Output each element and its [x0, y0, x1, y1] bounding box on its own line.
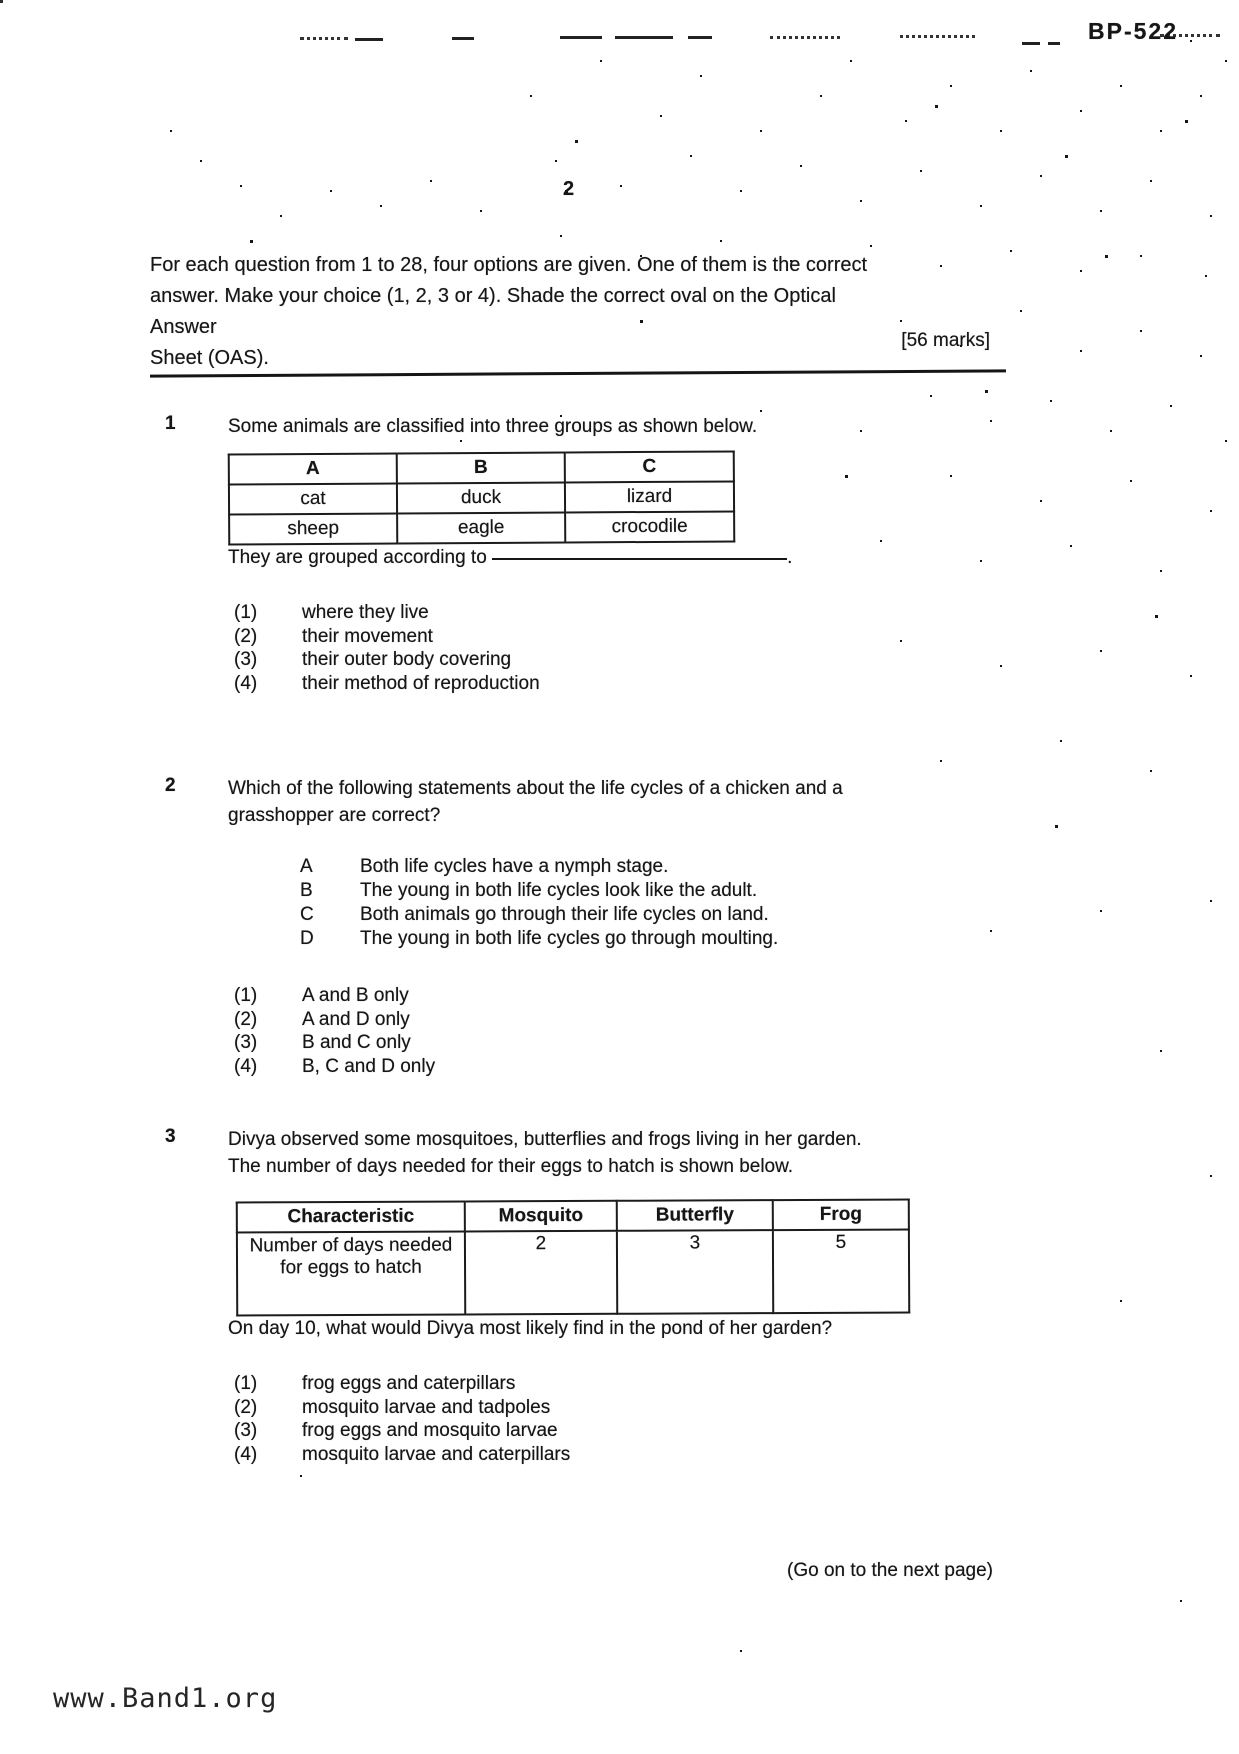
scan-noise-dots-large	[0, 0, 3, 3]
option-text: B and C only	[302, 1032, 411, 1053]
question-text-line: Divya observed some mosquitoes, butterflies and frogs living in her garden.	[228, 1129, 862, 1150]
scan-dash-artifact	[355, 38, 383, 41]
options-list	[228, 984, 995, 1078]
question-1	[165, 413, 995, 695]
question-2	[165, 775, 995, 1078]
statement-label: D	[300, 928, 314, 949]
scan-dash-artifact	[300, 37, 348, 40]
table-row-label: Number of days needed for eggs to hatch	[237, 1231, 465, 1315]
option-text: their movement	[302, 625, 433, 647]
statements-list	[300, 855, 995, 951]
statement-text: The young in both life cycles go through moulting.	[360, 928, 779, 949]
statement-text: Both animals go through their life cycles on land.	[360, 904, 769, 925]
table-cell: 5	[773, 1230, 909, 1314]
statement-row	[300, 927, 995, 951]
option-row	[228, 1396, 995, 1420]
scan-dash-artifact	[1048, 42, 1060, 45]
option-row	[228, 601, 995, 625]
table-header-cell: Frog	[773, 1200, 909, 1231]
option-row	[228, 672, 995, 696]
option-text: B, C and D only	[302, 1055, 436, 1077]
table-cell: duck	[397, 482, 565, 513]
option-label: (4)	[234, 1055, 258, 1077]
instructions-line: Sheet (OAS).	[150, 347, 269, 369]
statement-row	[300, 903, 995, 927]
option-text: frog eggs and mosquito larvae	[302, 1420, 558, 1441]
statement-row	[300, 879, 995, 903]
answer-blank-line	[492, 558, 787, 560]
options-list	[228, 601, 995, 695]
option-label: (3)	[234, 1420, 258, 1441]
option-label: (2)	[234, 1008, 258, 1030]
option-text: mosquito larvae and caterpillars	[302, 1443, 571, 1465]
option-row	[228, 984, 995, 1008]
scan-dash-artifact	[770, 36, 840, 39]
page-number: 2	[563, 178, 575, 200]
option-label: (4)	[234, 672, 258, 694]
option-row	[228, 1443, 995, 1467]
scan-dash-artifact	[615, 36, 673, 39]
option-row	[228, 1372, 995, 1396]
statement-row	[300, 855, 995, 879]
question-prompt: On day 10, what would Divya most likely find in the pond of her garden?	[228, 1318, 833, 1339]
scan-dash-artifact	[900, 35, 975, 38]
option-text: where they live	[302, 602, 429, 623]
option-label: (1)	[234, 602, 258, 623]
table-cell: sheep	[229, 514, 397, 545]
table-cell: lizard	[565, 481, 734, 512]
option-row	[228, 648, 995, 672]
table-header-cell: A	[229, 454, 397, 485]
table-header-cell: Characteristic	[237, 1201, 465, 1232]
option-text: A and B only	[302, 985, 409, 1006]
question-text-line: Which of the following statements about the life cycles of a chicken and a	[228, 778, 843, 799]
statement-text: The young in both life cycles look like the adult.	[360, 880, 758, 901]
option-label: (2)	[234, 1396, 258, 1418]
option-row	[228, 1055, 995, 1079]
options-list	[228, 1372, 995, 1466]
question-number: 2	[165, 775, 176, 796]
option-text: frog eggs and caterpillars	[302, 1373, 516, 1394]
instructions-line: answer. Make your choice (1, 2, 3 or 4). Shade the correct oval on the Optical Answer	[150, 285, 836, 338]
table-cell: 3	[617, 1230, 773, 1314]
table-cell: cat	[229, 484, 397, 515]
animal-groups-table	[228, 450, 736, 545]
question-number: 3	[165, 1126, 176, 1147]
table-cell: eagle	[397, 512, 565, 543]
option-row	[228, 625, 995, 649]
option-label: (2)	[234, 625, 258, 647]
option-text: their outer body covering	[302, 649, 512, 670]
question-text: Some animals are classified into three groups as shown below.	[228, 416, 758, 437]
scan-dash-artifact	[560, 36, 602, 39]
option-text: their method of reproduction	[302, 672, 540, 694]
option-text: A and D only	[302, 1008, 410, 1030]
table-header-cell: Mosquito	[465, 1201, 617, 1232]
scan-dash-artifact	[688, 36, 712, 39]
question-number: 1	[165, 413, 176, 434]
marks-total: [56 marks]	[901, 330, 990, 351]
table-header-cell: Butterfly	[617, 1200, 773, 1231]
site-watermark: www.Band1.org	[53, 1683, 278, 1714]
statement-label: A	[300, 856, 313, 877]
prompt-text: They are grouped according to	[228, 547, 487, 568]
question-text	[228, 775, 995, 829]
option-label: (4)	[234, 1443, 258, 1465]
option-text: mosquito larvae and tadpoles	[302, 1396, 551, 1418]
question-text-line: grasshopper are correct?	[228, 805, 441, 826]
question-text	[228, 1126, 995, 1180]
question-3	[165, 1126, 995, 1466]
scan-dash-artifact	[1022, 42, 1040, 45]
statement-label: C	[300, 904, 314, 925]
option-label: (3)	[234, 649, 258, 670]
option-row	[228, 1031, 995, 1055]
option-label: (3)	[234, 1032, 258, 1053]
statement-text: Both life cycles have a nymph stage.	[360, 856, 669, 877]
continue-note: (Go on to the next page)	[787, 1560, 993, 1581]
statement-label: B	[300, 880, 313, 901]
question-prompt	[228, 544, 995, 571]
table-header-cell: C	[565, 451, 734, 482]
egg-hatching-table	[236, 1199, 910, 1317]
scan-dash-artifact	[452, 37, 474, 40]
option-label: (1)	[234, 985, 258, 1006]
section-instructions	[150, 250, 900, 374]
question-text-line: The number of days needed for their eggs to hatch is shown below.	[228, 1156, 794, 1177]
instructions-line: For each question from 1 to 28, four options are given. One of them is the correct	[150, 254, 868, 276]
document-code: BP-522	[1088, 18, 1178, 44]
option-row	[228, 1008, 995, 1032]
table-cell: crocodile	[565, 511, 734, 542]
option-row	[228, 1419, 995, 1443]
table-header-cell: B	[397, 452, 565, 483]
prompt-suffix: .	[787, 547, 793, 568]
table-cell: 2	[465, 1231, 617, 1315]
option-label: (1)	[234, 1373, 258, 1394]
